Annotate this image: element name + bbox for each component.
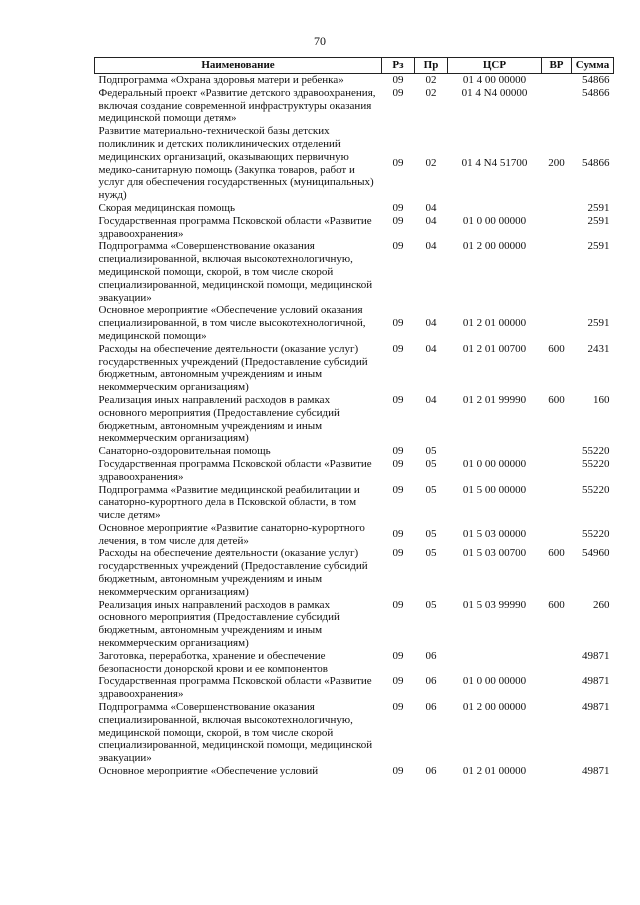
row-sum: 54866	[572, 74, 614, 87]
table-row	[95, 650, 614, 676]
row-rz: 09	[382, 74, 415, 87]
table-row	[95, 599, 614, 650]
row-sum: 2431	[587, 342, 610, 355]
row-rz: 09	[392, 201, 404, 214]
table-row	[95, 522, 614, 548]
table-row	[95, 343, 614, 394]
row-vr: 600	[548, 342, 565, 355]
row-csr: 01 4 N4 00000	[461, 86, 528, 99]
table-header-row	[95, 58, 614, 74]
row-pr: 02	[425, 157, 437, 170]
row-sum: 49871	[582, 675, 610, 688]
row-name: Санаторно-оздоровительная помощь	[98, 445, 271, 458]
row-vr	[542, 240, 572, 304]
row-name: Заготовка, переработка, хранение и обеспечение безопасности донорской крови и ее компонентов	[98, 649, 328, 675]
row-vr	[542, 522, 572, 548]
row-csr: 01 5 00 00000	[462, 483, 527, 496]
row-vr	[542, 74, 572, 87]
table-row	[95, 445, 614, 458]
row-sum: 55220	[582, 528, 610, 541]
row-vr	[542, 650, 572, 676]
row-rz: 09	[392, 445, 404, 458]
row-pr: 04	[425, 393, 437, 406]
row-vr	[542, 458, 572, 484]
row-pr: 06	[425, 765, 437, 778]
row-csr: 01 4 N4 51700	[461, 157, 528, 170]
row-rz: 09	[392, 649, 404, 662]
row-sum: 2591	[587, 317, 610, 330]
row-csr	[448, 202, 542, 215]
row-name: Развитие материально-технической базы детских поликлиник и детских поликлинических отделений медицинских организаций, оказывающих первичную медико-санитарную помощь (Закупка товаров, работ и услуг для обеспечения государственных (муниципальных) нужд)	[98, 125, 374, 202]
row-csr: 01 2 00 00000	[462, 240, 527, 253]
row-csr: 01 2 01 99990	[462, 393, 527, 406]
row-name: Подпрограмма «Совершенствование оказания специализированной, включая высокотехнологичную, медицинской помощи, скорой, в том числе скорой специализированной, медицинской помощи, медицинской эвакуации»	[98, 240, 373, 304]
budget-table	[94, 57, 614, 781]
row-pr: 05	[425, 457, 437, 470]
row-name: Государственная программа Псковской области «Развитие здравоохранения»	[98, 675, 372, 701]
row-rz: 09	[392, 317, 404, 330]
header-vr: ВР	[542, 58, 572, 74]
row-sum: 2591	[587, 240, 610, 253]
row-pr: 02	[425, 86, 437, 99]
row-pr: 04	[425, 201, 437, 214]
table-row	[95, 304, 614, 342]
table-row	[95, 484, 614, 522]
row-csr: 01 0 00 00000	[462, 457, 527, 470]
row-pr: 02	[415, 74, 448, 87]
row-pr: 06	[425, 675, 437, 688]
row-rz: 09	[392, 342, 404, 355]
row-vr: 200	[548, 157, 565, 170]
row-sum: 54960	[582, 547, 610, 560]
row-name: Основное мероприятие «Обеспечение условий оказания специализированной, в том числе высокотехнологичной, медицинской помощи»	[98, 304, 366, 342]
row-vr: 600	[548, 598, 565, 611]
row-sum: 2591	[587, 214, 610, 227]
row-csr: 01 0 00 00000	[462, 675, 527, 688]
row-sum: 160	[593, 393, 610, 406]
row-csr	[448, 445, 542, 458]
row-sum: 49871	[582, 765, 610, 778]
table-row	[95, 240, 614, 304]
row-pr: 05	[425, 598, 437, 611]
row-rz: 09	[392, 675, 404, 688]
row-vr	[542, 87, 572, 125]
row-vr	[542, 701, 572, 765]
row-sum: 2591	[587, 201, 610, 214]
table-row	[95, 215, 614, 241]
row-sum: 49871	[582, 701, 610, 714]
row-name: Подпрограмма «Охрана здоровья матери и ребенка»	[95, 74, 382, 87]
row-csr: 01 5 03 00700	[462, 547, 527, 560]
row-rz: 09	[392, 86, 404, 99]
row-rz: 09	[392, 240, 404, 253]
row-pr: 04	[425, 214, 437, 227]
row-vr: 600	[548, 547, 565, 560]
table-row	[95, 74, 614, 87]
row-pr: 04	[425, 342, 437, 355]
row-csr: 01 2 00 00000	[462, 701, 527, 714]
row-sum: 55220	[582, 457, 610, 470]
table-row	[95, 458, 614, 484]
row-name: Скорая медицинская помощь	[98, 201, 236, 214]
row-pr: 05	[425, 483, 437, 496]
row-pr: 06	[425, 649, 437, 662]
row-name: Реализация иных направлений расходов в рамках основного мероприятия (Предоставление субсидий бюджетным, автономным учреждениям и иным некоммерческим организациям)	[98, 393, 340, 445]
row-pr: 04	[425, 240, 437, 253]
row-vr	[542, 215, 572, 241]
header-rz: Рз	[382, 58, 415, 74]
row-csr: 01 2 01 00000	[462, 317, 527, 330]
table-row	[95, 202, 614, 215]
row-vr	[542, 202, 572, 215]
row-rz: 09	[392, 483, 404, 496]
header-name: Наименование	[95, 58, 382, 74]
row-vr	[542, 445, 572, 458]
row-csr	[448, 650, 542, 676]
table-row	[95, 547, 614, 598]
table-row	[95, 87, 614, 125]
row-rz: 09	[392, 214, 404, 227]
row-sum: 260	[593, 598, 610, 611]
row-pr: 05	[425, 528, 437, 541]
row-pr: 06	[425, 701, 437, 714]
row-vr: 600	[548, 393, 565, 406]
row-rz: 09	[392, 393, 404, 406]
row-sum: 49871	[582, 649, 610, 662]
row-csr: 01 5 03 99990	[462, 598, 527, 611]
row-name: Реализация иных направлений расходов в рамках основного мероприятия (Предоставление субсидий бюджетным, автономным учреждениям и иным некоммерческим организациям)	[98, 598, 340, 650]
page-number: 70	[314, 34, 326, 48]
row-sum: 55220	[582, 445, 610, 458]
row-csr: 01 4 00 00000	[448, 74, 542, 87]
row-sum: 54866	[582, 86, 610, 99]
table-row	[95, 675, 614, 701]
table-body	[95, 74, 614, 782]
row-pr: 05	[425, 547, 437, 560]
row-name: Государственная программа Псковской области «Развитие здравоохранения»	[98, 457, 372, 483]
header-csr: ЦСР	[448, 58, 542, 74]
row-rz: 09	[392, 528, 404, 541]
header-sum: Сумма	[572, 58, 614, 74]
header-pr: Пр	[415, 58, 448, 74]
row-name: Расходы на обеспечение деятельности (оказание услуг) государственных учреждений (Предоставление субсидий бюджетным, автономным учреждениям и иным некоммерческим организациям)	[98, 342, 368, 394]
table-row	[95, 701, 614, 765]
row-name: Расходы на обеспечение деятельности (оказание услуг) государственных учреждений (Предоставление субсидий бюджетным, автономным учреждениям и иным некоммерческим организациям)	[98, 547, 368, 598]
table-row	[95, 125, 614, 202]
row-vr	[542, 675, 572, 701]
row-sum: 55220	[582, 483, 610, 496]
row-rz: 09	[392, 598, 404, 611]
row-vr	[542, 765, 572, 781]
row-pr: 05	[425, 445, 437, 458]
row-name: Государственная программа Псковской области «Развитие здравоохранения»	[98, 214, 372, 240]
row-name: Основное мероприятие «Обеспечение условий	[98, 765, 319, 778]
row-vr	[542, 484, 572, 522]
row-rz: 09	[392, 457, 404, 470]
row-rz: 09	[392, 765, 404, 778]
row-rz: 09	[392, 701, 404, 714]
table-row	[95, 394, 614, 445]
row-name: Основное мероприятие «Развитие санаторно-курортного лечения, в том числе для детей»	[98, 521, 365, 547]
row-csr: 01 5 03 00000	[462, 528, 527, 541]
row-pr: 04	[425, 317, 437, 330]
row-rz: 09	[392, 157, 404, 170]
row-sum: 54866	[582, 157, 610, 170]
row-rz: 09	[392, 547, 404, 560]
row-name: Подпрограмма «Развитие медицинской реабилитации и санаторно-курортного дела в Псковской области, в том числе детям»	[98, 483, 360, 522]
row-csr: 01 0 00 00000	[462, 214, 527, 227]
row-csr: 01 2 01 00000	[462, 765, 527, 778]
row-vr	[542, 304, 572, 342]
row-name: Подпрограмма «Совершенствование оказания специализированной, включая высокотехнологичную, медицинской помощи, скорой, в том числе скорой специализированной, медицинской помощи, медицинской эвакуации»	[98, 701, 373, 765]
row-name: Федеральный проект «Развитие детского здравоохранения, включая создание современной инфраструктуры оказания медицинской помощи детям»	[98, 86, 376, 125]
row-csr: 01 2 01 00700	[462, 342, 527, 355]
table-row	[95, 765, 614, 781]
